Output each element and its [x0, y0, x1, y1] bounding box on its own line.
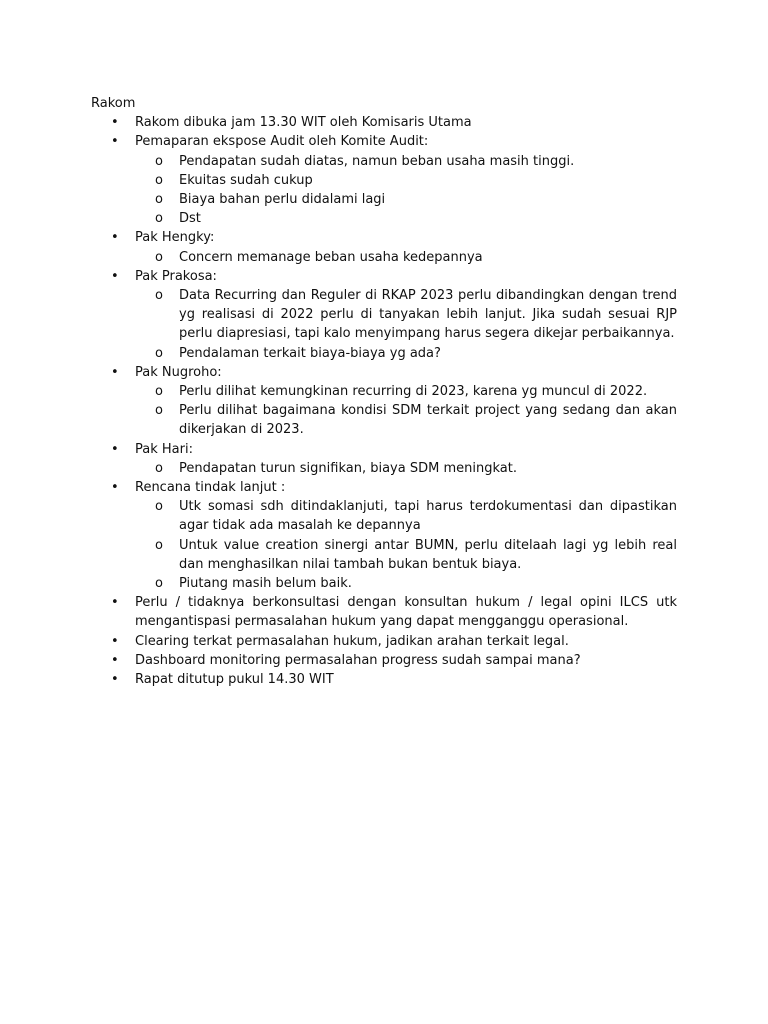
circle-bullet-icon: o — [155, 537, 163, 553]
sub-bullet-list — [135, 459, 677, 478]
list-item-text: Pemaparan ekspose Audit oleh Komite Audit: — [135, 134, 429, 150]
sub-list-item-text: Perlu dilihat kemungkinan recurring di 2023, karena yg muncul di 2022. — [179, 384, 648, 400]
sub-list-item-text: Dst — [179, 211, 201, 227]
list-item-text: Pak Prakosa: — [135, 268, 217, 284]
list-item-text: Pak Hengky: — [135, 230, 215, 246]
sub-list-item — [133, 382, 677, 401]
sub-list-item-text: Pendapatan sudah diatas, namun beban usaha masih tinggi. — [179, 153, 575, 169]
bullet-list — [91, 113, 677, 689]
circle-bullet-icon: o — [155, 384, 163, 400]
bullet-icon: • — [111, 134, 119, 150]
circle-bullet-icon: o — [155, 499, 163, 515]
list-item — [91, 267, 677, 363]
sub-list-item — [133, 152, 677, 171]
document-body — [91, 94, 677, 689]
list-item — [91, 651, 677, 670]
sub-list-item — [133, 209, 677, 228]
sub-list-item — [133, 536, 677, 574]
list-item — [91, 228, 677, 266]
circle-bullet-icon: o — [155, 460, 163, 476]
sub-list-item — [133, 497, 677, 535]
sub-list-item — [133, 190, 677, 209]
bullet-icon: • — [111, 633, 119, 649]
bullet-icon: • — [111, 364, 119, 380]
list-item-text: Dashboard monitoring permasalahan progress sudah sampai mana? — [135, 652, 581, 668]
circle-bullet-icon: o — [155, 576, 163, 592]
sub-list-item-text: Piutang masih belum baik. — [179, 576, 352, 592]
circle-bullet-icon: o — [155, 153, 163, 169]
sub-list-item — [133, 401, 677, 439]
sub-list-item-text: Perlu dilihat bagaimana kondisi SDM terkait project yang sedang dan akan dikerjakan di 2023. — [179, 403, 677, 438]
sub-list-item-text: Concern memanage beban usaha kedepannya — [179, 249, 483, 265]
list-item — [91, 363, 677, 440]
circle-bullet-icon: o — [155, 403, 163, 419]
list-item-text: Rencana tindak lanjut : — [135, 480, 286, 496]
sub-bullet-list — [135, 152, 677, 229]
list-item-text: Pak Nugroho: — [135, 364, 222, 380]
sub-bullet-list — [135, 382, 677, 440]
bullet-icon: • — [111, 115, 119, 131]
sub-list-item-text: Ekuitas sudah cukup — [179, 172, 313, 188]
sub-list-item — [133, 344, 677, 363]
sub-list-item-text: Data Recurring dan Reguler di RKAP 2023 perlu dibandingkan dengan trend yg realisasi di 2022 perlu di tanyakan lebih lanjut. Jika sudah sesuai RJP perlu diapresiasi, tapi kalo menyimpang harus segera dikejar perbaikannya. — [179, 288, 677, 342]
list-item-text: Rakom dibuka jam 13.30 WIT oleh Komisaris Utama — [135, 115, 472, 131]
circle-bullet-icon: o — [155, 288, 163, 304]
list-item — [91, 632, 677, 651]
sub-list-item — [133, 286, 677, 344]
sub-bullet-list — [135, 497, 677, 593]
circle-bullet-icon: o — [155, 345, 163, 361]
bullet-icon: • — [111, 268, 119, 284]
sub-list-item-text: Pendapatan turun signifikan, biaya SDM meningkat. — [179, 460, 517, 476]
list-item-text: Perlu / tidaknya berkonsultasi dengan konsultan hukum / legal opini ILCS utk mengantispasi permasalahan hukum yang dapat mengganggu operasional. — [135, 595, 677, 630]
list-item-text: Clearing terkat permasalahan hukum, jadikan arahan terkait legal. — [135, 633, 569, 649]
sub-bullet-list — [135, 248, 677, 267]
sub-list-item-text: Untuk value creation sinergi antar BUMN, perlu ditelaah lagi yg lebih real dan menghasilkan nilai tambah bukan bentuk biaya. — [179, 537, 677, 572]
bullet-icon: • — [111, 480, 119, 496]
sub-list-item-text: Biaya bahan perlu didalami lagi — [179, 192, 386, 208]
sub-bullet-list — [135, 286, 677, 363]
bullet-icon: • — [111, 595, 119, 611]
circle-bullet-icon: o — [155, 172, 163, 188]
list-item-text: Rapat ditutup pukul 14.30 WIT — [135, 672, 334, 688]
circle-bullet-icon: o — [155, 192, 163, 208]
sub-list-item — [133, 574, 677, 593]
list-item — [91, 132, 677, 228]
bullet-icon: • — [111, 672, 119, 688]
list-item — [91, 670, 677, 689]
sub-list-item-text: Pendalaman terkait biaya-biaya yg ada? — [179, 345, 441, 361]
sub-list-item — [133, 459, 677, 478]
bullet-icon: • — [111, 230, 119, 246]
bullet-icon: • — [111, 652, 119, 668]
list-item-text: Pak Hari: — [135, 441, 193, 457]
list-item — [91, 113, 677, 132]
list-item — [91, 478, 677, 593]
circle-bullet-icon: o — [155, 249, 163, 265]
document-heading: Rakom — [91, 96, 136, 111]
bullet-icon: • — [111, 441, 119, 457]
sub-list-item — [133, 171, 677, 190]
sub-list-item-text: Utk somasi sdh ditindaklanjuti, tapi harus terdokumentasi dan dipastikan agar tidak ada masalah ke depannya — [179, 499, 677, 534]
sub-list-item — [133, 248, 677, 267]
circle-bullet-icon: o — [155, 211, 163, 227]
list-item — [91, 440, 677, 478]
list-item — [91, 593, 677, 631]
